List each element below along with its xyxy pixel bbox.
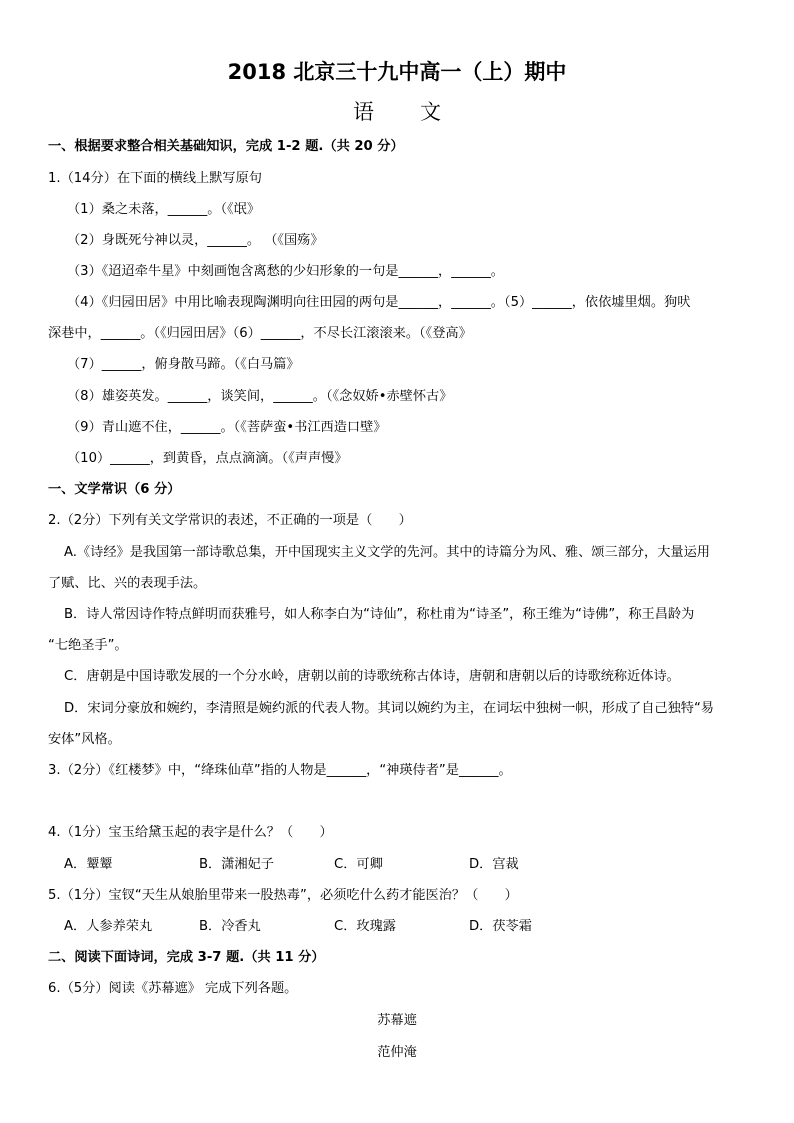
- q2-option-b: B．诗人常因诗作特点鲜明而获雅号，如人称李白为“诗仙”，称杜甫为“诗圣”，称王维为“诗佛”，称王昌龄为: [64, 607, 695, 622]
- q4-options: [64, 856, 604, 874]
- q1-item-7: （7）______，俯身散马蹄。（《白马篇》: [67, 357, 300, 372]
- q1-item-3: （3）《迢迢牵牛星》中刻画饱含离愁的少妇形象的一句是______，______。: [67, 264, 504, 279]
- q4-option-a: A．颦颦: [64, 857, 113, 872]
- q2-option-c: C．唐朝是中国诗歌发展的一个分水岭，唐朝以前的诗歌统称古体诗，唐朝和唐朝以后的诗歌统称近体诗。: [64, 669, 680, 684]
- subject-title: 语文: [353, 100, 487, 124]
- q2-option-a: A.《诗经》是我国第一部诗歌总集，开中国现实主义文学的先河。其中的诗篇分为风、雅、颂三部分，大量运用: [64, 545, 710, 560]
- q1-item-10: （10）______，到黄昏，点点滴滴。（《声声慢》: [67, 451, 348, 466]
- section-heading-3: 二、阅读下面诗词，完成 3-7 题.（共 11 分）: [48, 950, 325, 965]
- poem-author: 范仲淹: [377, 1045, 417, 1060]
- q5-option-c: C．玫瑰露: [334, 919, 396, 934]
- q2-option-a-cont: 了赋、比、兴的表现手法。: [48, 576, 207, 591]
- q1-item-2: （2）身既死兮神以灵，______。 （《国殇》: [67, 233, 324, 248]
- question-6: 6.（5分）阅读《苏幕遮》 完成下列各题。: [48, 981, 298, 996]
- q1-item-9: （9）青山遮不住，______。（《菩萨蛮•书江西造口壁》: [67, 420, 387, 435]
- question-3: 3.（2分）《红楼梦》中，“绛珠仙草”指的人物是______，“神瑛侍者”是______。: [48, 763, 512, 778]
- question-4: 4.（1分）宝玉给黛玉起的表字是什么？（ ）: [48, 825, 333, 840]
- q1-item-1: （1）桑之未落，______。（《氓》: [67, 202, 261, 217]
- q5-option-b: B．冷香丸: [199, 919, 261, 934]
- question-1: 1.（14分）在下面的横线上默写原句: [48, 171, 262, 186]
- q5-options: [64, 918, 604, 936]
- q4-option-d: D．宫裁: [469, 857, 519, 872]
- q1-item-8: （8）雄姿英发。______，谈笑间，______。（《念奴娇•赤壁怀古》: [67, 389, 453, 404]
- q4-option-c: C．可卿: [334, 857, 383, 872]
- q1-item-4-cont: 深巷中，______。（《归园田居》（6）______，不尽长江滚滚来。（《登高》: [48, 326, 472, 341]
- poem-title: 苏幕遮: [377, 1013, 417, 1028]
- q1-item-4: （4）《归园田居》中用比喻表现陶渊明向往田园的两句是______，______。（5）______，依依墟里烟。狗吠: [67, 295, 691, 310]
- question-5: 5.（1分）宝钗“天生从娘胎里带来一股热毒”，必须吃什么药才能医治？（ ）: [48, 888, 518, 903]
- section-heading-1: 一、根据要求整合相关基础知识，完成 1-2 题.（共 20 分）: [48, 139, 404, 154]
- q4-option-b: B．潇湘妃子: [199, 857, 274, 872]
- page-title: 2018 北京三十九中高一（上）期中: [227, 60, 567, 84]
- q2-option-d: D．宋词分豪放和婉约，李清照是婉约派的代表人物。其词以婉约为主，在词坛中独树一帜，形成了自己独特“易: [64, 701, 714, 716]
- q2-option-b-cont: “七绝圣手”。: [48, 638, 128, 653]
- q5-option-d: D．茯苓霜: [469, 919, 532, 934]
- q2-option-d-cont: 安体”风格。: [48, 732, 121, 747]
- section-heading-2: 一、文学常识（6 分）: [48, 482, 181, 497]
- q5-option-a: A．人参养荣丸: [64, 919, 153, 934]
- question-2: 2.（2分）下列有关文学常识的表述，不正确的一项是（ ）: [48, 513, 412, 528]
